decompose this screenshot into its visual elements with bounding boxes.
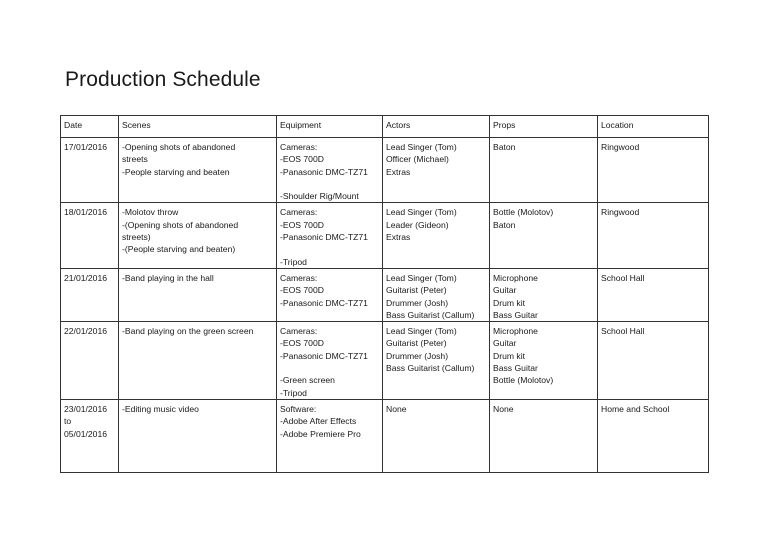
- column-header-props: Props: [490, 116, 598, 138]
- cell-line: [280, 243, 378, 255]
- cell-line: Guitar: [493, 285, 517, 296]
- cell-line: Home and School: [601, 403, 670, 414]
- cell-line: -Tripod: [280, 387, 307, 398]
- cell-line: 17/01/2016: [64, 142, 108, 152]
- cell-line: -People starving and beaten: [122, 166, 230, 177]
- cell-line: -Opening shots of abandoned: [122, 142, 236, 152]
- cell-line: Bass Guitarist (Callum): [386, 363, 475, 374]
- cell-props: [490, 268, 598, 321]
- cell-date: [61, 138, 119, 203]
- cell-line: 23/01/2016: [64, 403, 108, 414]
- cell-line: -(People starving and beaten): [122, 244, 236, 255]
- cell-line: to: [64, 416, 72, 427]
- table-row: [61, 268, 709, 321]
- cell-line: -Panasonic DMC-TZ71: [280, 232, 368, 243]
- cell-line: Drummer (Josh): [386, 350, 449, 361]
- cell-line: Bass Guitar: [493, 309, 538, 320]
- cell-date: [61, 203, 119, 268]
- cell-line: [280, 178, 378, 190]
- cell-line: Guitar: [493, 338, 517, 349]
- cell-line: -(Opening shots of abandoned: [122, 219, 239, 230]
- cell-line: -Molotov throw: [122, 207, 179, 218]
- cell-scenes: [119, 268, 277, 321]
- cell-line: -Tripod: [280, 256, 307, 267]
- cell-line: Cameras:: [280, 326, 318, 337]
- cell-line: Bottle (Molotov): [493, 375, 554, 386]
- cell-line: Microphone: [493, 272, 538, 283]
- cell-actors: [383, 268, 490, 321]
- cell-scenes: [119, 203, 277, 268]
- cell-line: -Shoulder Rig/Mount: [280, 191, 359, 202]
- cell-actors: [383, 203, 490, 268]
- column-header-actors: Actors: [383, 116, 490, 138]
- table-row: [61, 322, 709, 400]
- cell-props: [490, 399, 598, 472]
- cell-location: [598, 203, 709, 268]
- cell-line: Cameras:: [280, 272, 318, 283]
- cell-props: [490, 138, 598, 203]
- cell-date: [61, 268, 119, 321]
- cell-line: -Band playing on the green screen: [122, 326, 254, 337]
- cell-line: 21/01/2016: [64, 272, 108, 283]
- column-header-scenes: Scenes: [119, 116, 277, 138]
- cell-date: [61, 322, 119, 400]
- cell-line: None: [493, 403, 514, 414]
- table-header-row: [61, 116, 709, 138]
- page-title: Production Schedule: [65, 68, 261, 91]
- cell-location: [598, 268, 709, 321]
- cell-location: [598, 138, 709, 203]
- column-header-location: Location: [598, 116, 709, 138]
- cell-line: Ringwood: [601, 142, 640, 152]
- cell-line: -Panasonic DMC-TZ71: [280, 297, 368, 308]
- cell-line: Bass Guitarist (Callum): [386, 309, 475, 320]
- cell-equipment: [277, 268, 383, 321]
- cell-line: -Panasonic DMC-TZ71: [280, 166, 368, 177]
- cell-line: Cameras:: [280, 142, 318, 152]
- cell-scenes: [119, 322, 277, 400]
- cell-line: Microphone: [493, 326, 538, 337]
- cell-line: Drummer (Josh): [386, 297, 449, 308]
- production-schedule-table: [60, 115, 709, 473]
- cell-line: -Band playing in the hall: [122, 272, 214, 283]
- cell-line: Cameras:: [280, 207, 318, 218]
- cell-equipment: [277, 138, 383, 203]
- cell-line: Lead Singer (Tom): [386, 272, 457, 283]
- cell-line: Baton: [493, 219, 516, 230]
- cell-props: [490, 203, 598, 268]
- cell-line: Lead Singer (Tom): [386, 207, 457, 218]
- cell-line: School Hall: [601, 326, 645, 337]
- cell-line: Bass Guitar: [493, 363, 538, 374]
- cell-line: [280, 362, 378, 374]
- cell-line: Ringwood: [601, 207, 640, 218]
- cell-line: Guitarist (Peter): [386, 285, 447, 296]
- cell-location: [598, 322, 709, 400]
- cell-line: 05/01/2016: [64, 428, 108, 439]
- table-row: [61, 138, 709, 203]
- cell-location: [598, 399, 709, 472]
- cell-equipment: [277, 203, 383, 268]
- cell-line: -Panasonic DMC-TZ71: [280, 350, 368, 361]
- table-row: [61, 203, 709, 268]
- cell-line: Drum kit: [493, 350, 525, 361]
- cell-line: -EOS 700D: [280, 154, 324, 165]
- cell-line: School Hall: [601, 272, 645, 283]
- cell-actors: [383, 138, 490, 203]
- cell-equipment: [277, 322, 383, 400]
- cell-date: [61, 399, 119, 472]
- cell-scenes: [119, 138, 277, 203]
- cell-equipment: [277, 399, 383, 472]
- cell-line: Officer (Michael): [386, 154, 449, 165]
- cell-line: Guitarist (Peter): [386, 338, 447, 349]
- cell-props: [490, 322, 598, 400]
- cell-line: Software:: [280, 403, 317, 414]
- cell-line: -EOS 700D: [280, 285, 324, 296]
- cell-line: Drum kit: [493, 297, 525, 308]
- cell-line: -EOS 700D: [280, 219, 324, 230]
- cell-actors: [383, 399, 490, 472]
- cell-line: Baton: [493, 142, 516, 152]
- cell-line: 22/01/2016: [64, 326, 108, 337]
- cell-line: streets: [122, 154, 148, 165]
- cell-line: Lead Singer (Tom): [386, 142, 457, 152]
- cell-line: -Adobe After Effects: [280, 416, 357, 427]
- cell-line: -Adobe Premiere Pro: [280, 428, 361, 439]
- cell-line: Extras: [386, 166, 411, 177]
- cell-actors: [383, 322, 490, 400]
- cell-line: Bottle (Molotov): [493, 207, 554, 218]
- table-row: [61, 399, 709, 472]
- cell-line: None: [386, 403, 407, 414]
- cell-scenes: [119, 399, 277, 472]
- cell-line: -EOS 700D: [280, 338, 324, 349]
- cell-line: -Green screen: [280, 375, 335, 386]
- cell-line: Extras: [386, 232, 411, 243]
- cell-line: 18/01/2016: [64, 207, 108, 218]
- cell-line: Leader (Gideon): [386, 219, 449, 230]
- column-header-equipment: Equipment: [277, 116, 383, 138]
- cell-line: streets): [122, 232, 151, 243]
- cell-line: Lead Singer (Tom): [386, 326, 457, 337]
- cell-line: -Editing music video: [122, 403, 199, 414]
- column-header-date: Date: [61, 116, 119, 138]
